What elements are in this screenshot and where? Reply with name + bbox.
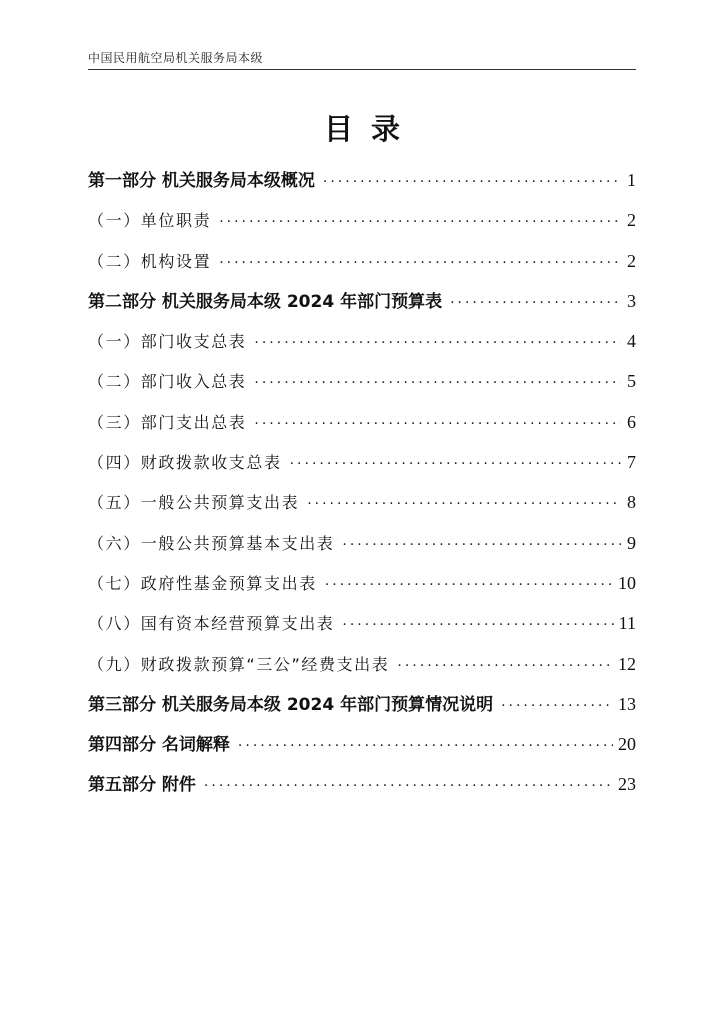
toc-entry-page: 2: [627, 250, 636, 271]
toc-entry-page: 7: [627, 452, 636, 473]
toc-entry-page: 6: [627, 411, 636, 432]
toc-entry-page: 8: [627, 492, 636, 513]
toc-entry-page: 1: [627, 170, 636, 190]
toc-entry[interactable]: [88, 402, 636, 442]
dot-leader: [342, 605, 613, 645]
toc-entry-page: 2: [627, 210, 636, 231]
toc-entry-page: 10: [618, 572, 636, 593]
dot-leader: [501, 686, 613, 726]
toc-entry[interactable]: [88, 764, 636, 804]
dot-leader: [323, 162, 621, 202]
toc-entry[interactable]: [88, 160, 636, 200]
toc-entry-label: （一）部门收支总表: [88, 332, 247, 352]
dot-leader: [204, 766, 613, 806]
toc-entry-label: （六）一般公共预算基本支出表: [88, 533, 335, 553]
toc-entry[interactable]: [88, 442, 636, 482]
dot-leader: [254, 404, 621, 444]
table-of-contents: [88, 160, 636, 805]
toc-entry-label: （八）国有资本经营预算支出表: [88, 614, 335, 634]
toc-entry-label: （九）财政拨款预算“三公”经费支出表: [88, 654, 390, 674]
toc-entry[interactable]: [88, 482, 636, 522]
toc-entry[interactable]: [88, 644, 636, 684]
dot-leader: [219, 202, 621, 242]
toc-entry-label: 第二部分 机关服务局本级 2024 年部门预算表: [88, 291, 443, 312]
toc-entry[interactable]: [88, 281, 636, 321]
toc-entry[interactable]: [88, 361, 636, 401]
toc-entry-label: （二）部门收入总表: [88, 372, 247, 392]
dot-leader: [290, 444, 621, 484]
toc-entry[interactable]: [88, 684, 636, 724]
toc-entry-label: （四）财政拨款收支总表: [88, 453, 282, 473]
dot-leader: [254, 363, 621, 403]
toc-title: 目录: [323, 112, 418, 146]
toc-entry-page: 9: [627, 532, 636, 553]
toc-entry-page: 20: [618, 734, 636, 755]
toc-entry-page: 4: [627, 331, 636, 352]
toc-entry[interactable]: [88, 603, 636, 643]
dot-leader: [325, 565, 613, 605]
toc-entry[interactable]: [88, 241, 636, 281]
toc-entry[interactable]: [88, 523, 636, 563]
page-header: [88, 50, 636, 70]
toc-entry-label: 第五部分 附件: [88, 775, 196, 796]
toc-entry-page: 23: [618, 774, 636, 795]
toc-entry-page: 11: [618, 613, 636, 634]
dot-leader: [342, 525, 621, 565]
dot-leader: [254, 323, 621, 363]
toc-entry-page: 5: [627, 371, 636, 392]
dot-leader: [450, 283, 621, 323]
toc-entry-label: （三）部门支出总表: [88, 412, 247, 432]
toc-entry-label: （一）单位职责: [88, 211, 212, 231]
dot-leader: [397, 646, 613, 686]
toc-entry-page: 13: [618, 693, 636, 714]
toc-entry-label: （七）政府性基金预算支出表: [88, 573, 317, 593]
dot-leader: [219, 243, 621, 283]
toc-entry-label: （二）机构设置: [88, 251, 212, 271]
toc-entry[interactable]: [88, 563, 636, 603]
toc-entry-page: 12: [618, 653, 636, 674]
header-text: 中国民用航空局机关服务局本级: [88, 51, 264, 65]
toc-entry-label: （五）一般公共预算支出表: [88, 493, 300, 513]
toc-entry[interactable]: [88, 200, 636, 240]
toc-entry[interactable]: [88, 321, 636, 361]
dot-leader: [307, 484, 621, 524]
toc-entry[interactable]: [88, 724, 636, 764]
toc-entry-page: 3: [627, 290, 636, 311]
toc-entry-label: 第四部分 名词解释: [88, 735, 230, 756]
toc-entry-label: 第三部分 机关服务局本级 2024 年部门预算情况说明: [88, 694, 494, 715]
toc-entry-label: 第一部分 机关服务局本级概况: [88, 171, 315, 191]
dot-leader: [238, 726, 613, 766]
